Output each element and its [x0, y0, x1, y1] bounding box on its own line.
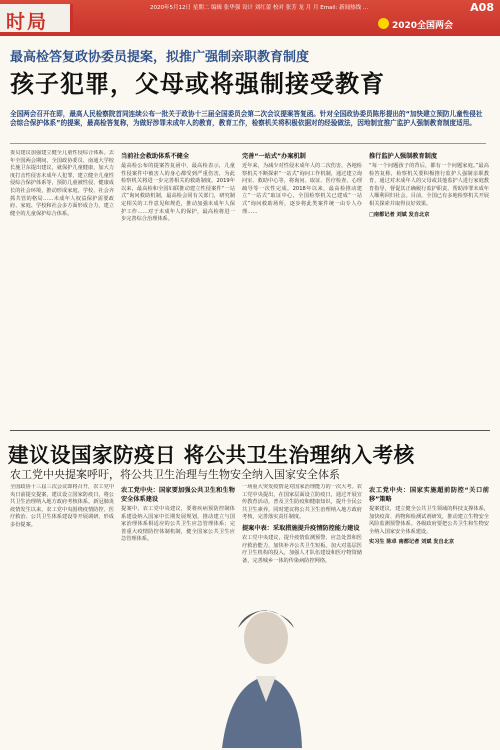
story1-col4-text: “每一个问题孩子的背后，都有一个问题家庭。”最高检答复称，检察机关要积极推行监护人强制亲职教育，通过对未成年人的父母或其他监护人进行家庭教育指导，督促其正确履行监护职责，帮助涉罪未成年人顺利回归社会。目前，全国已有多地检察机关开展相关探索并取得良好效果。	[369, 163, 489, 207]
story2-column-2	[121, 484, 235, 596]
story1-signature: □南都记者 刘斌 发自北京	[369, 211, 430, 218]
story1-headline: 孩子犯罪，父母或将强制接受教育	[10, 70, 385, 98]
masthead-bar	[0, 0, 500, 36]
section-divider	[10, 430, 490, 431]
story1-lead: 全国两会召开在即，最高人民检察院首同连续公布一批关于政协十三届全国委员会第二次会议提案答复函。针对全国政协委员陈彤提出的“加快建立预防儿童性侵社会综合保护体系”的提案，最高检答复称，为做好涉罪未成年人的教育，教育工作，检察机关将积极依据对的经验做法，因地制宜推广监护人强制教育制度适用。	[10, 110, 483, 127]
story2-col3-text: 一场重大突发疫情是对国家治理能力的一次大考。农工党中央提出，在国家层面设立防疫日，通过开展宣传教育活动，普及卫生防疫和健康知识，提升全民公共卫生素养。同时建议将公共卫生治理纳入地方政府考核，完善落实责任制度。	[242, 484, 362, 521]
story1-subhead-3: 推行监护人强制教育制度	[369, 153, 438, 160]
page-number: A08	[470, 1, 494, 14]
story1-column-3	[242, 150, 362, 420]
story1-subhead-1: 当前社会救助体系不健全	[121, 153, 190, 160]
story1-col1-text: 委员建议加强建立健全儿童性侵综合体系。去年全国两会期间，全国政协委员、南通大学校长施卫东提出建议，就保护儿童健康，加大力度打击性侵害未成年人犯罪，建立健全儿童性侵综合保护体系等，预防儿童被性侵、健康成长的社会环境，推动形成家庭、学校、社会齐抓共管的格局……未成年人权益保护需要政府、家庭、学校和社会多方面形成合力，建立健全的儿童保护综合体系。	[10, 150, 114, 217]
story2-subhead-3: 农工党中央：国家实施超前防控“关口前移”策略	[369, 487, 489, 503]
story2-subhead-1: 农工党中央：国家要加强公共卫生和生物安全体系建设	[121, 487, 235, 503]
story1-column-2	[121, 150, 235, 420]
story2-col4-text: 农工党中央建议，提升疫情监测预警、应急处置和医疗救治能力，加快补齐公共卫生短板。加大对基层医疗卫生机构的投入，加强人才队伍建设和医疗物资储备，完善城乡一体的传染病防控网络。	[242, 534, 362, 564]
section-title: 时局	[6, 11, 49, 33]
story1-col2-text: 最高检公布的提案答复函中，最高检表示，儿童性侵案件中被害人的身心都受到严重伤害，为此检察机关将进一步完善相关的救助制度。2019年以来，最高检和全国妇联推动建立性侵案件“一站式”询问救助机制，最高检会同有关部门，研究制定相关的工作意见和规范，推动加强未成年人保护工作……对于未成年人的保护，最高检将进一步完善综合治理体系。	[121, 163, 235, 223]
story1-col3-text: 近年来，为减少对性侵未成年人的二次伤害，各地检察机关不断探索“一站式”询问工作机制，通过建立询问室、救助中心等，将询问、取证、医疗检查、心理疏导等一次性完成。2018年以来，最高检推动建立“一站式”取证中心，全国检察机关已建成“一站式”询问救助场所，逐步将此类案件统一由专人办理……	[242, 163, 362, 215]
story1-divider	[10, 143, 486, 144]
story2-column-1	[10, 484, 114, 746]
story2-column-3	[242, 484, 362, 746]
story2-col5-text: 提案建议，建立健全公共卫生领域的科技支撑体系，加快疫苗、药物和检测试剂研发，推动建立生物安全风险监测预警体系。各级政府要把公共卫生和生物安全纳入国家安全体系建设。	[369, 506, 489, 535]
story2-subhead-2: 提案中表：采取措施提升疫情防控能力建设	[242, 524, 360, 532]
story2-kicker: 农工党中央提案呼吁，将公共卫生治理与生物安全纳入国家安全体系	[10, 468, 340, 481]
story1-column-4	[369, 150, 489, 420]
story1-column-1	[10, 150, 114, 420]
story1-subhead-2: 完善“一站式”办案机制	[242, 153, 306, 160]
story2-col2-text: 提案中，农工党中央建议，要将疾病预防控制体系建设纳入国家中长期发展规划，推动建立与国家治理体系相适应的公共卫生应急管理体系；完善重大疫情防控体制机制，健全国家公共卫生应急管理体系。	[121, 506, 235, 543]
story2-signature: 实习生 陈卓 南都记者 刘斌 发自北京	[369, 539, 455, 546]
section-tab	[0, 4, 73, 32]
story1-kicker: 最高检答复政协委员提案，拟推广强制亲职教育制度	[10, 50, 310, 65]
issue-meta: 2020年5月12日 星期二 编辑 张华强 设计 刘红蕾 校对 张芳 龙 月 月 Email: 新闻热线 ...	[150, 5, 369, 11]
session-badge: 2020全国两会	[392, 21, 454, 31]
story2-headline: 建议设国家防疫日 将公共卫生治理纳入考核	[8, 443, 415, 467]
emblem-icon	[378, 18, 389, 29]
story2-col1-text: 全国政协十三届三次会议即将召开，农工党中央日前提交提案，建议设立国家防疫日，将公共卫生治理纳入地方政府考核体系。新冠肺炎疫情发生以来，农工党中央围绕疫情防控、医疗救治、公共卫生体系建设等开展调研，形成多份提案。	[10, 484, 114, 528]
story2-column-4	[369, 484, 489, 746]
